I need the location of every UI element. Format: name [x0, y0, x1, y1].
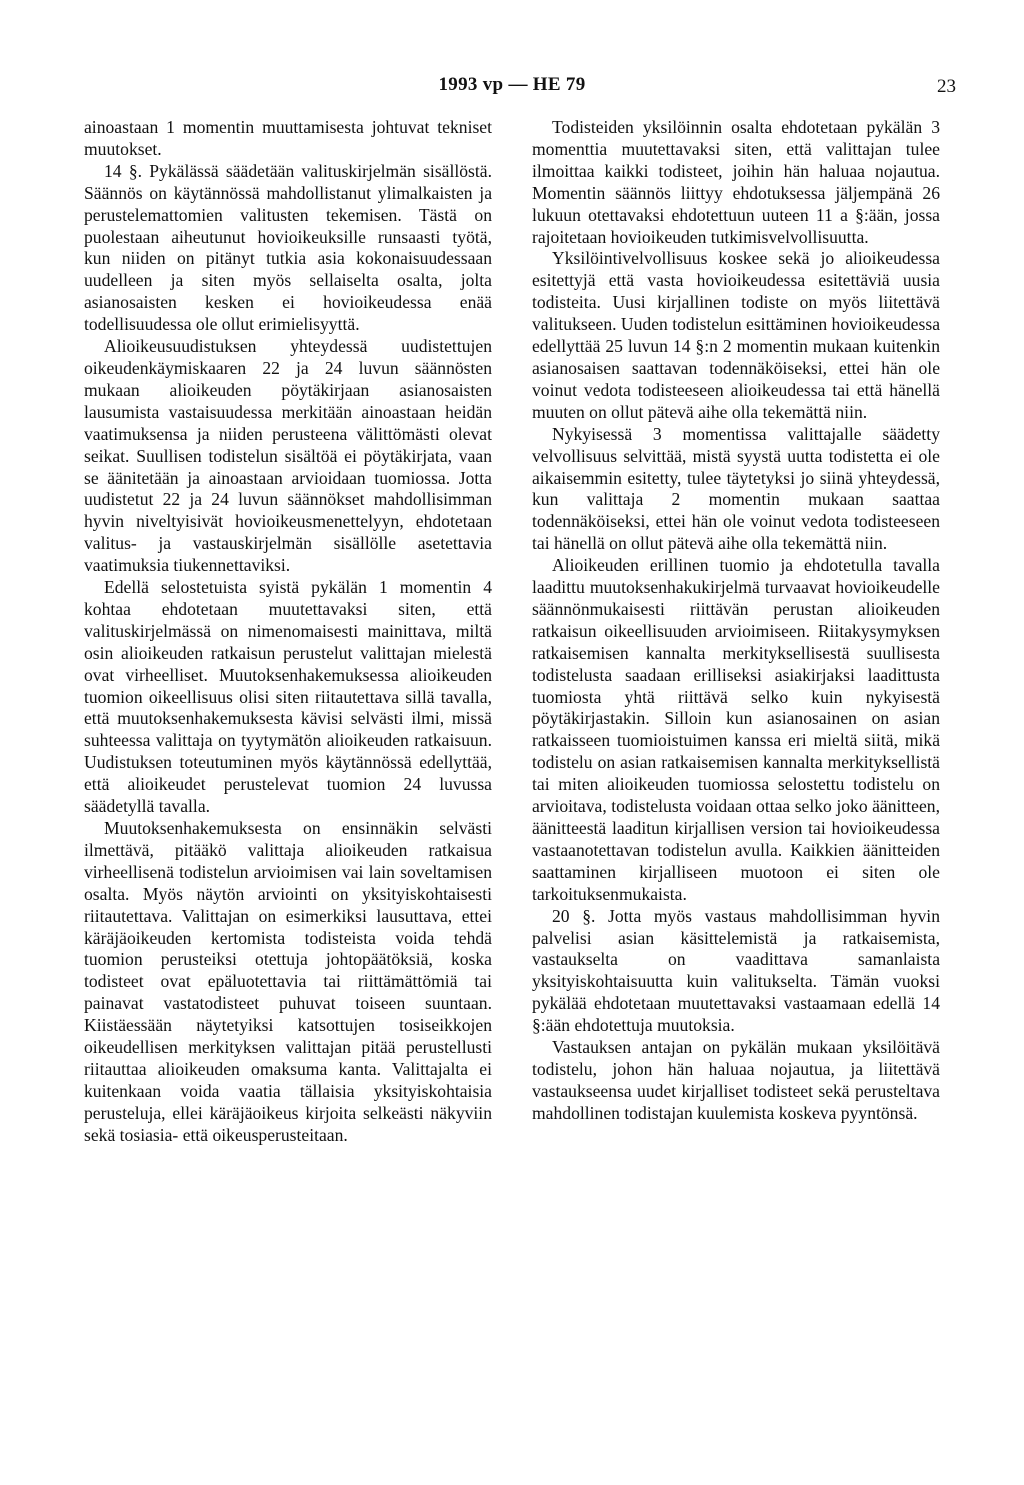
page-header [0, 74, 1024, 104]
paragraph: Alioikeusuudistuksen yhteydessä uudistettujen oikeudenkäymiskaaren 22 ja 24 luvun säännösten mukaan alioikeuden pöytäkirjaan asianosaisten lausumista vastaisuudessa merkitään ainoastaan heidän vaatimuksensa ja niiden perusteena välittömästi olevat seikat. Suullisen todistelun sisältöä ei pöytäkirjata, vaan se äänitetään ja ainoastaan arvioidaan tuomiossa. Jotta uudistetut 22 ja 24 luvun säännökset mahdollisimman hyvin niveltyisivät hovioikeusmenettelyyn, ehdotetaan valitus- ja vastauskirjelmän sisällölle asetettavia vaatimuksia tiukennettaviksi. [84, 336, 492, 576]
running-head: 1993 vp — HE 79 [438, 74, 586, 95]
left-column [84, 117, 492, 1147]
paragraph: ainoastaan 1 momentin muuttamisesta johtuvat tekniset muutokset. [84, 117, 492, 159]
paragraph: Edellä selostetuista syistä pykälän 1 momentin 4 kohtaa ehdotetaan muutettavaksi siten, että valituskirjelmässä on nimenomaisesti mainittava, miltä osin alioikeuden ratkaisun perustelut valittajan mielestä ovat virheelliset. Muutoksenhakemuksessa alioikeuden tuomion oikeellisuus olisi siten riitautettava sillä tavalla, että muutoksenhakemuksesta kävisi selvästi ilmi, missä suhteessa valittaja on tyytymätön alioikeuden ratkaisuun. Uudistuksen toteutuminen myös käytännössä edellyttää, että alioikeudet perustelevat tuomion 24 luvussa säädetyllä tavalla. [84, 577, 492, 817]
paragraph: 14 §. Pykälässä säädetään valituskirjelmän sisällöstä. Säännös on käytännössä mahdollistanut ylimalkaisten ja perustelemattomien valitusten tekemisen. Tästä on puolestaan aiheutunut hovioikeuksille runsaasti työtä, kun niiden on pitänyt tutkia asia kokonaisuudessaan uudelleen ja siten myös sellaiselta osalta, jolta asianosaisten kesken ei hovioikeudessa enää todellisuudessa ole ollut erimielisyyttä. [84, 160, 492, 335]
paragraph: Muutoksenhakemuksesta on ensinnäkin selvästi ilmettävä, pitääkö valittaja alioikeuden ratkaisua virheellisenä todistelun arvioimisen vai lain soveltamisen osalta. Myös näytön arviointi on yksityiskohtaisesti riitautettava. Valittajan on esimerkiksi lausuttava, ettei käräjäoikeuden kertomista todisteista voida tehdä tuomion perusteiksi otettuja johtopäätöksiä, koska todisteet ovat epäluotettavia tai riittämättömiä tai painavat vastatodisteet puhuvat toiseen suuntaan. Kiistäessään näytetyiksi katsottujen tosiseikkojen oikeudellisen merkityksen valittajan pitää perustellusti riitauttaa alioikeuden omaksuma kanta. Valittajalta ei kuitenkaan voida vaatia tällaisia yksityiskohtaisia perusteluja, ellei käräjäoikeus kirjoita selkeästi näkyviin sekä tosiasia- että oikeusperusteitaan. [84, 818, 492, 1145]
paragraph: Vastauksen antajan on pykälän mukaan yksilöitävä todistelu, johon hän haluaa nojautua, ja liitettävä vastaukseensa uudet kirjalliset todisteet sekä perusteltava mahdollinen todistajan kuulemista koskeva pyyntönsä. [532, 1037, 940, 1123]
paragraph: Nykyisessä 3 momentissa valittajalle säädetty velvollisuus selvittää, mistä syystä uutta todistetta ei ole aikaisemmin esitetty, tulee täytetyksi jo siinä yhteydessä, kun valittaja 2 momentin mukaan saattaa todennäköiseksi, ettei hän ole voinut vedota todisteeseen tai hänellä on ollut pätevä aihe olla tekemättä niin. [532, 423, 940, 554]
paragraph: 20 §. Jotta myös vastaus mahdollisimman hyvin palvelisi asian käsittelemistä ja ratkaisemista, vastaukselta on vaadittava samanlaista yksityiskohtaisuutta kuin valitukselta. Tämän vuoksi pykälää ehdotetaan muutettavaksi vastaamaan edellä 14 §:ään ehdotettuja muutoksia. [532, 905, 940, 1036]
paragraph: Todisteiden yksilöinnin osalta ehdotetaan pykälän 3 momenttia muutettavaksi siten, että valittajan tulee ilmoittaa kaikki todisteet, joihin hän haluaa nojautua. Momentin säännös liittyy ehdotuksessa jäljempänä 26 lukuun otettavaksi ehdotettuun uuteen 11 a §:ään, jossa rajoitetaan hovioikeuden tutkimisvelvollisuutta. [532, 117, 940, 247]
right-column [532, 117, 940, 1125]
paragraph: Yksilöintivelvollisuus koskee sekä jo alioikeudessa esitettyjä että vasta hovioikeudessa esitettäviä uusia todisteita. Uusi kirjallinen todiste on myös liitettävä valitukseen. Uuden todistelun esittäminen hovioikeudessa edellyttää 25 luvun 14 §:n 2 momentin mukaan kuitenkin asianosaisen saattavan todennäköiseksi, ettei hän ole voinut vedota todisteeseen alioikeudessa tai että hänellä muuten on ollut pätevä aihe olla tekemättä niin. [532, 248, 940, 422]
paragraph: Alioikeuden erillinen tuomio ja ehdotetulla tavalla laadittu muutoksenhakukirjelmä turvaavat hovioikeudelle säännönmukaisesti riittävän perustan alioikeuden ratkaisun oikeellisuuden arvioimiseen. Riitakysymyksen ratkaisemisen kannalta merkityksellisestä suullisesta todistelusta saadaan erilliseksi asiakirjaksi laadittusta tuomiosta yhtä riittävä selko kuin nykyisestä pöytäkirjastakin. Silloin kun asianosainen on asian ratkaisseen tuomioistuimen kanssa eri mieltä siitä, mikä todistelu on asian ratkaisemisen kannalta merkityksellistä tai miten alioikeuden tuomiossa selostettu todistelu on arvioitava, todistelusta voidaan ottaa selko joko äänitteen, äänitteestä laaditun kirjallisen version tai hovioikeudessa vastaanotettavan todistelun avulla. Kaikkien äänitteiden saattaminen kirjalliseen muotoon ei siten ole tarkoituksenmukaista. [532, 555, 940, 904]
page-number: 23 [937, 76, 956, 97]
